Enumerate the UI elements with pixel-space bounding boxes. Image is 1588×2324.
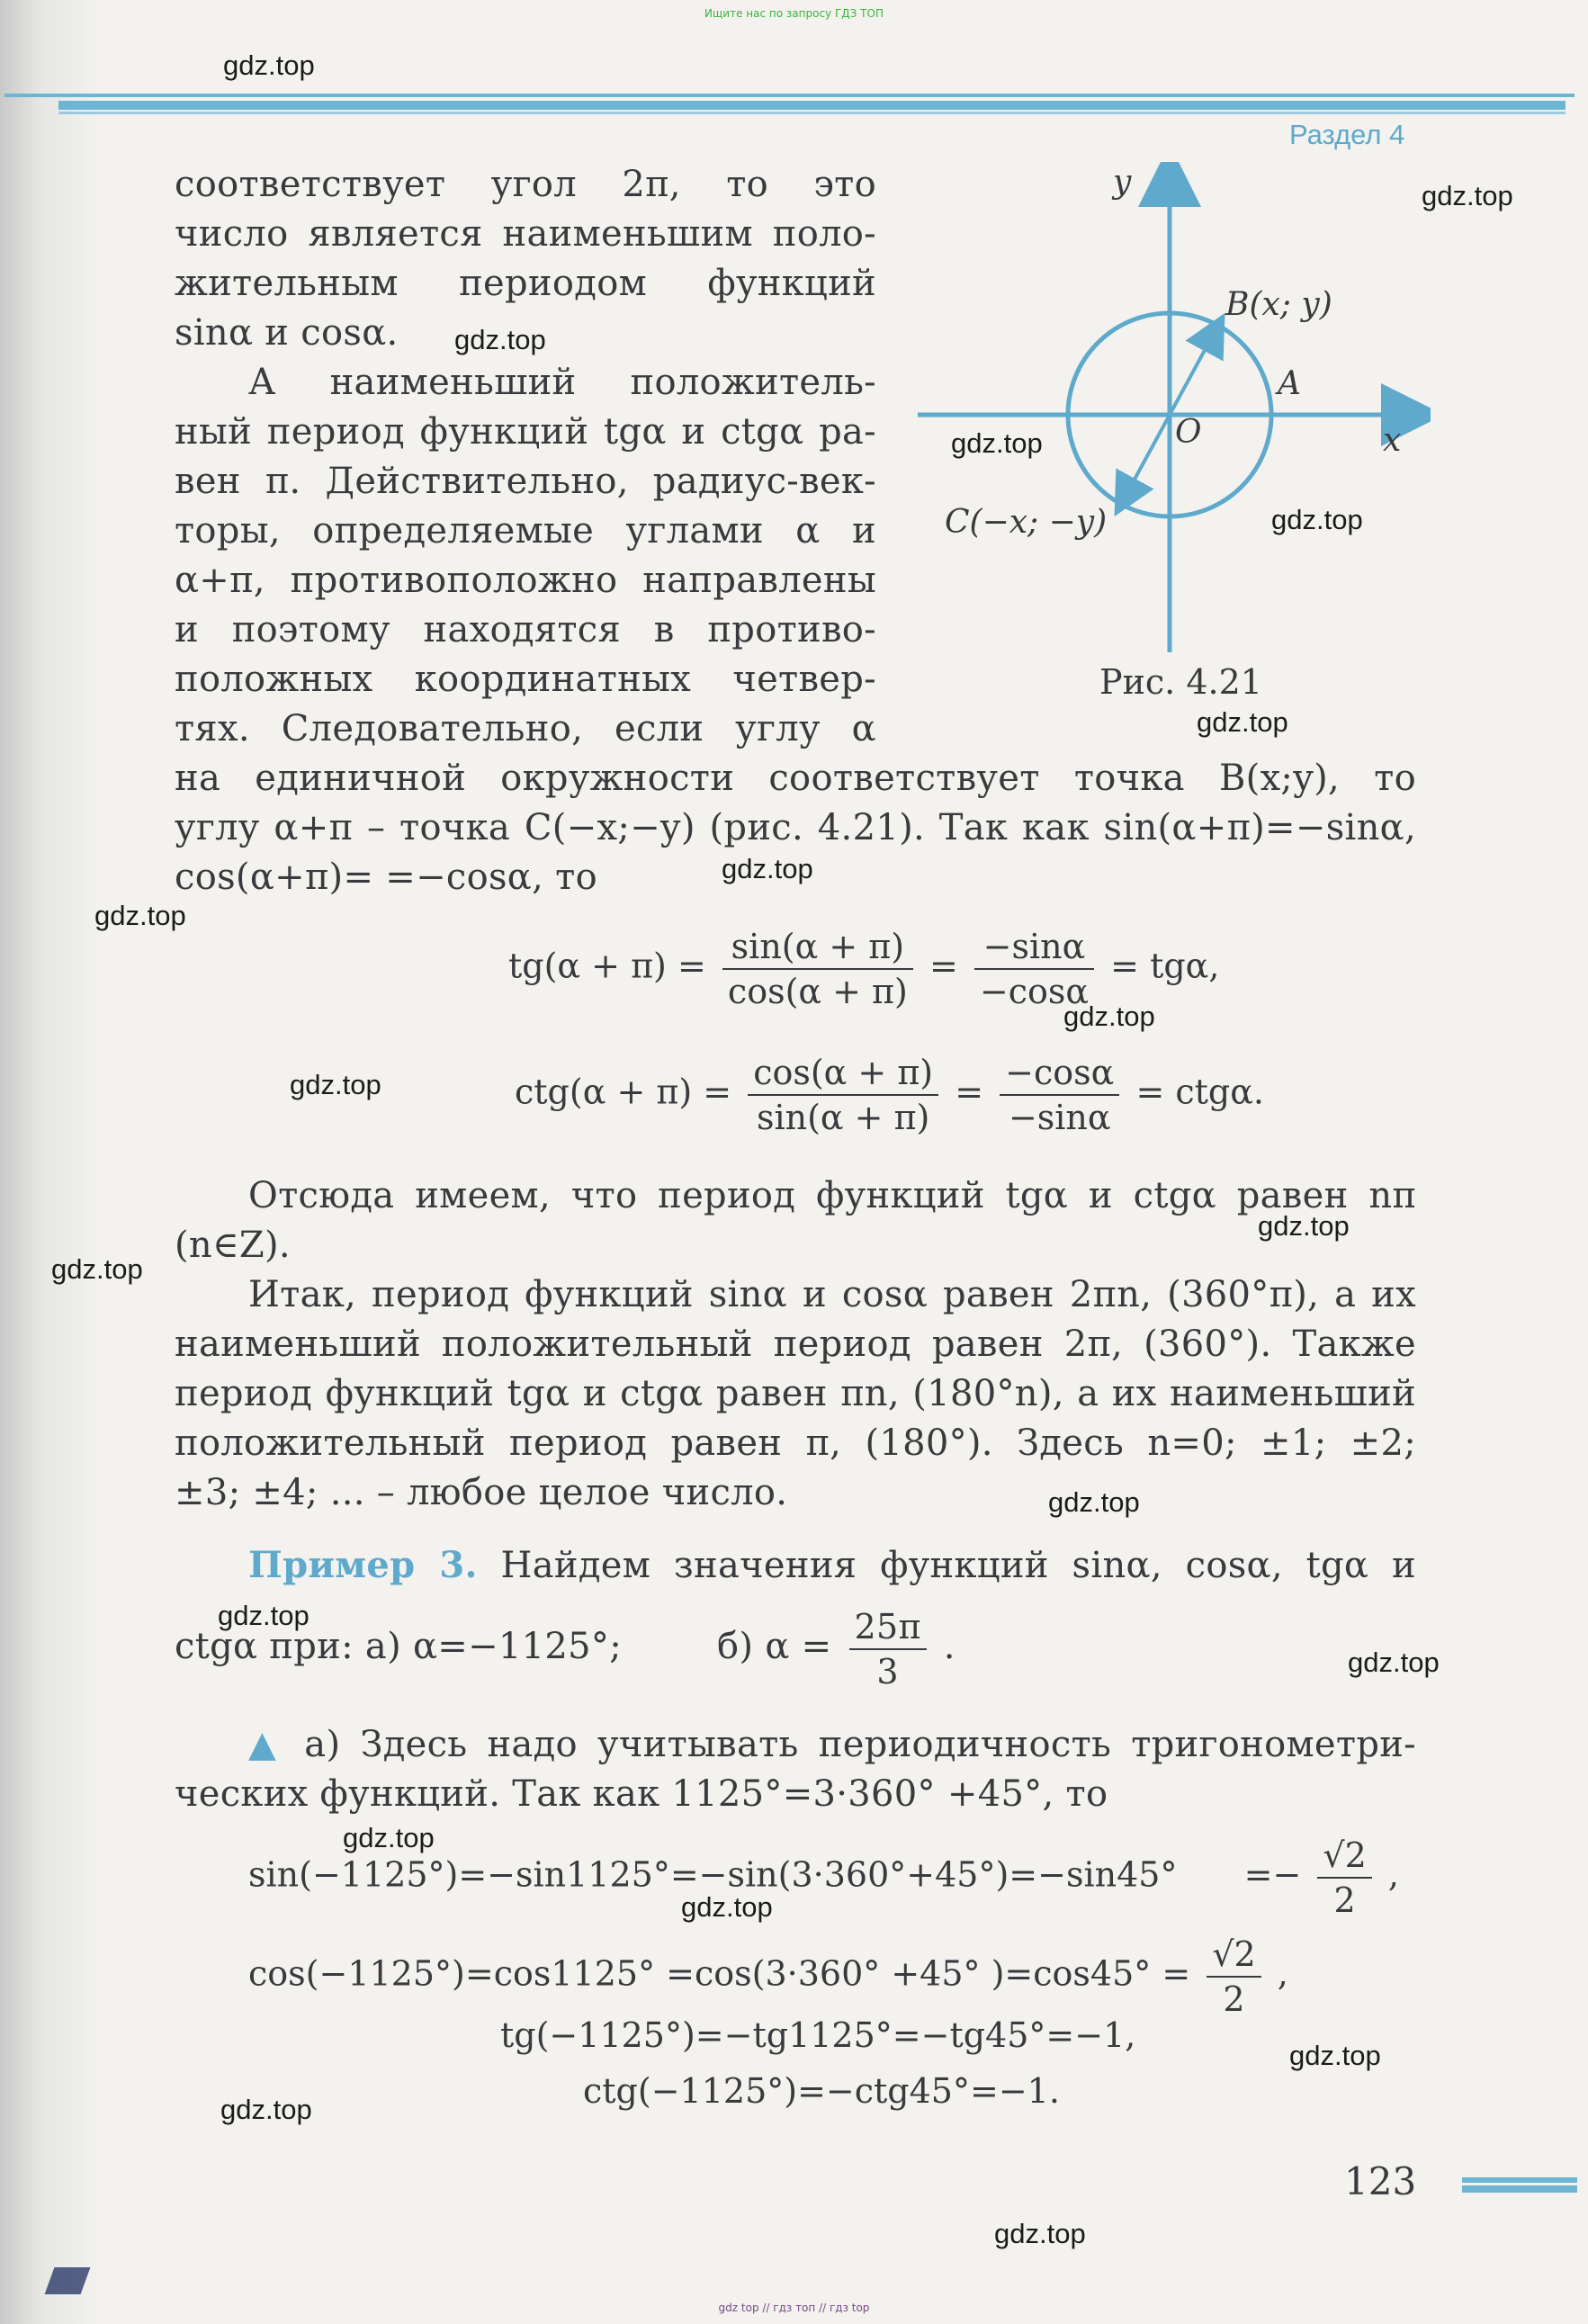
header-note: Ищите нас по запросу ГДЗ ТОП [704,7,884,20]
page-number: 123 [1344,2159,1417,2203]
watermark: gdz.top [454,324,546,355]
paragraph-2-line-2: ный период функций tgα и ctgα ра- [175,411,876,453]
paragraph-2-wide-line-2: углу α+π – точка C(−x;−y) (рис. 4.21). Так как sin(α+π)=−sinα, [175,807,1416,848]
label-b: B(x; y) [1225,286,1332,323]
watermark: gdz.top [994,2218,1086,2249]
label-x: x [1383,422,1402,459]
watermark: gdz.top [290,1069,381,1100]
paragraph-2-line-3: вен π. Действительно, радиус-век- [175,461,876,502]
watermark: gdz.top [220,2094,312,2125]
watermark: gdz.top [722,853,813,884]
watermark: gdz.top [1422,180,1513,211]
label-c: C(−x; −y) [945,504,1108,541]
watermark: gdz.top [218,1600,310,1631]
watermark: gdz.top [94,900,186,931]
paragraph-2-line-8: тях. Следовательно, если углу α [175,708,876,749]
example-label: Пример 3. [248,1544,478,1586]
formula-tg: tg(α + π) = $\frac{\sin(\alpha + \pi)}{\cos(\alpha + \pi)}$ = $\frac{-\sin\alpha}{-\cos\alpha}$ = tgα, [508,927,1220,1011]
paragraph-2-line-6: и поэтому находятся в противо- [175,609,876,651]
watermark: gdz.top [343,1822,435,1853]
formula-ctg-value: ctg(−1125°)=−ctg45°=−1. [583,2071,1060,2111]
label-o: O [1175,414,1202,451]
footer-note: gdz top // гдз топ // гдз top [718,2302,870,2314]
watermark: gdz.top [1271,504,1363,535]
paragraph-3-line-1: Отсюда имеем, что период функций tgα и ctgα равен nπ [248,1175,1416,1216]
watermark: gdz.top [1348,1647,1440,1678]
paragraph-1-line-3: жительным периодом функций [175,263,876,304]
page-number-bar [1462,2177,1577,2194]
paragraph-3-line-2: (n∈Z). [175,1225,291,1266]
paragraph-2-line-4: торы, определяемые углами α и [175,510,876,552]
formula-ctg: ctg(α + π) = $\frac{\cos(\alpha + \pi)}{\sin(\alpha + \pi)}$ = $\frac{-\cos\alpha}{-\sin\alpha}$ = ctgα. [515,1053,1264,1137]
paragraph-4-line-4: положительный период равен π, (180°). Здесь n=0; ±1; ±2; [175,1422,1416,1464]
unit-circle-figure [909,162,1431,666]
paragraph-1-line-1: соответствует угол 2π, то это [175,164,876,205]
watermark: gdz.top [1063,1000,1155,1032]
watermark: gdz.top [51,1253,143,1285]
watermark: gdz.top [1197,706,1288,738]
example-line-2: ctgα при: а) α=−1125°; б) α = $\frac{25\pi}{3}$ . [175,1607,955,1691]
formula-cos-value: cos(−1125°)=cos1125° =cos(3·360° +45° )=cos45° = $\frac{√2}{2}$ , [248,1934,1288,2019]
solution-line-2: ческих функций. Так как 1125°=3·360° +45°, то [175,1773,1108,1815]
paragraph-2-line-1: А наименьший положитель- [248,362,876,403]
section-label: Раздел 4 [1289,119,1405,150]
radius-vector-c [1125,415,1170,498]
paragraph-4-line-5: ±3; ±4; ... – любое целое число. [175,1472,788,1513]
solution-marker-icon: ▲ [248,1724,285,1765]
paragraph-2-line-5: α+π, противоположно направлены [175,560,876,601]
formula-sin-value: sin(−1125°)=−sin1125°=−sin(3·360°+45°)=−sin45° =− $\frac{√2}{2}$ , [248,1835,1399,1920]
figure-caption: Рис. 4.21 [1099,662,1262,702]
label-y: y [1113,164,1132,201]
radius-vector-b [1170,332,1215,415]
watermark: gdz.top [1289,2040,1381,2071]
paragraph-4-line-3: период функций tgα и ctgα равен πn, (180°n), а их наименьший [175,1373,1416,1414]
solution-line-1: ▲ а) Здесь надо учитывать периодичность тригонометри- [248,1724,1416,1765]
paragraph-1-line-4: sinα и cosα. [175,312,399,354]
watermark: gdz.top [223,49,315,81]
paragraph-2-wide-line-1: на единичной окружности соответствует точка B(x;y), то [175,758,1416,799]
watermark: gdz.top [951,427,1043,459]
paragraph-4-line-1: Итак, период функций sinα и cosα равен 2πn, (360°π), а их [248,1274,1416,1315]
paragraph-2-line-7: положных координатных четвер- [175,659,876,700]
paragraph-4-line-2: наименьший положительный период равен 2π, (360°). Также [175,1324,1416,1365]
watermark: gdz.top [681,1891,773,1923]
watermark: gdz.top [1048,1486,1140,1518]
paragraph-1-line-2: число является наименьшим поло- [175,213,876,255]
watermark: gdz.top [1258,1210,1350,1242]
top-decorative-bar [4,94,1575,115]
page-edge-shadow [0,0,99,2324]
paragraph-2-wide-line-3: cos(α+π)= =−cosα, то [175,857,597,898]
formula-tg-value: tg(−1125°)=−tg1125°=−tg45°=−1, [500,2015,1136,2055]
label-a: A [1278,365,1301,402]
example-line-1: Пример 3. Найдем значения функций sinα, cosα, tgα и [248,1544,1416,1586]
